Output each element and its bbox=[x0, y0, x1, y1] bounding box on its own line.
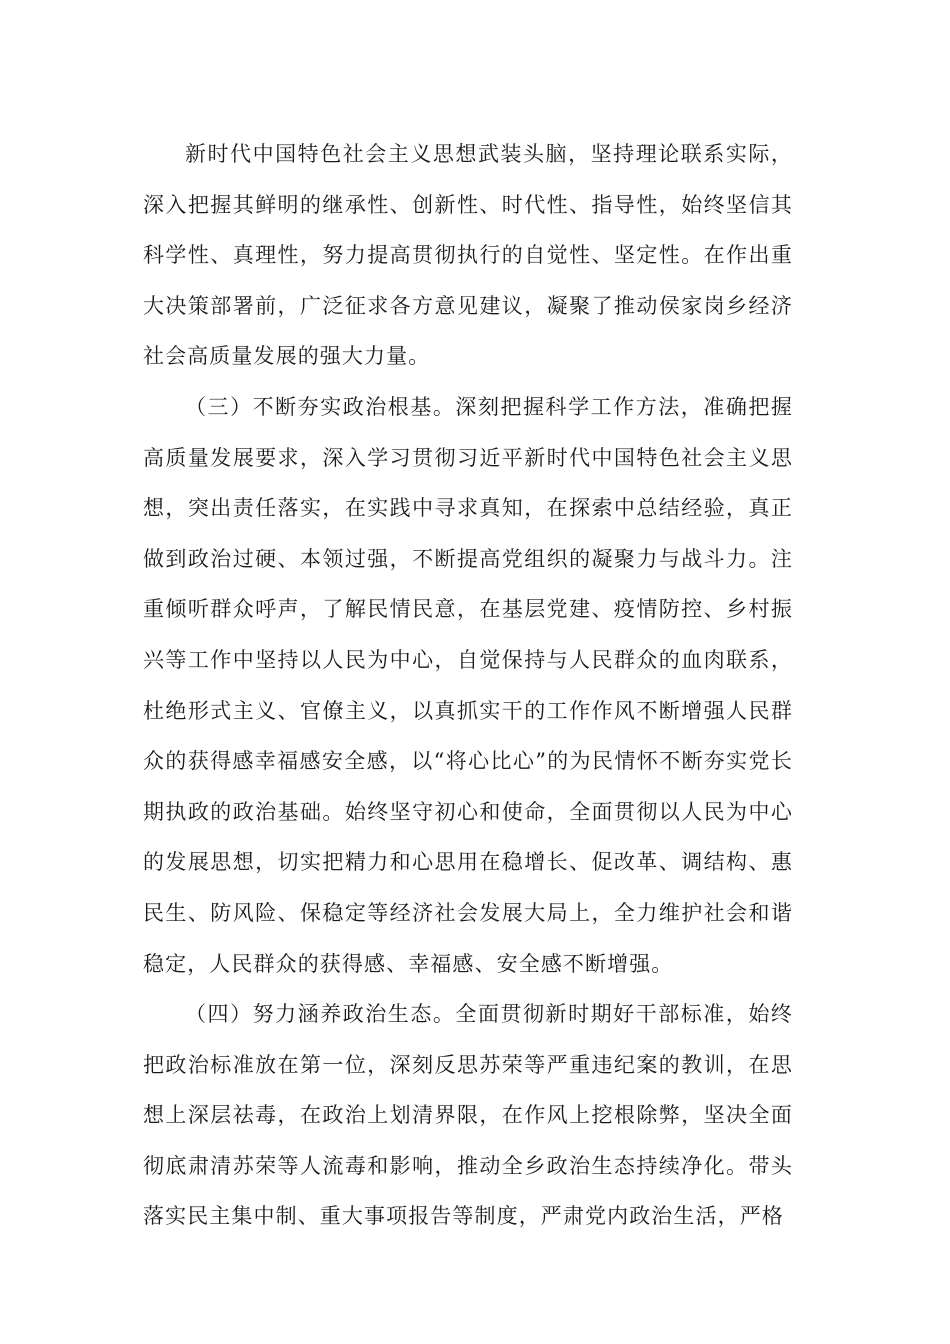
paragraph-section-four: （四）努力涵养政治生态。全面贯彻新时期好干部标准，始终把政治标准放在第一位，深刻反思苏荣等严重违纪案的教训，在思想上深层祛毒，在政治上划清界限，在作风上挖根除弊，坚决全面彻底肃清苏荣等人流毒和影响，推动全乡政治生态持续净化。带头落实民主集中制、重大事项报告等制度，严肃党内政治生活，严格 bbox=[143, 1002, 793, 1229]
paragraph-section-three: （三）不断夯实政治根基。深刻把握科学工作方法，准确把握高质量发展要求，深入学习贯彻习近平新时代中国特色社会主义思想，突出责任落实，在实践中寻求真知，在探索中总结经验，真正做到政治过硬、本领过强，不断提高党组织的凝聚力与战斗力。注重倾听群众呼声，了解民情民意，在基层党建、疫情防控、乡村振兴等工作中坚持以人民为中心，自觉保持与人民群众的血肉联系，杜绝形式主义、官僚主义，以真抓实干的工作作风不断增强人民群众的获得感幸福感安全感，以“将心比心”的为民情怀不断夯实党长期执政的政治基础。始终坚守初心和使命，全面贯彻以人民为中心的发展思想，切实把精力和心思用在稳增长、促改革、调结构、惠民生、防风险、保稳定等经济社会发展大局上，全力维护社会和谐稳定，人民群众的获得感、幸福感、安全感不断增强。 bbox=[143, 394, 793, 976]
paragraph-continuation: 新时代中国特色社会主义思想武装头脑，坚持理论联系实际，深入把握其鲜明的继承性、创新性、时代性、指导性，始终坚信其科学性、真理性，努力提高贯彻执行的自觉性、坚定性。在作出重大决策部署前，广泛征求各方意见建议，凝聚了推动侯家岗乡经济社会高质量发展的强大力量。 bbox=[143, 142, 793, 369]
document-body bbox=[143, 129, 793, 1242]
